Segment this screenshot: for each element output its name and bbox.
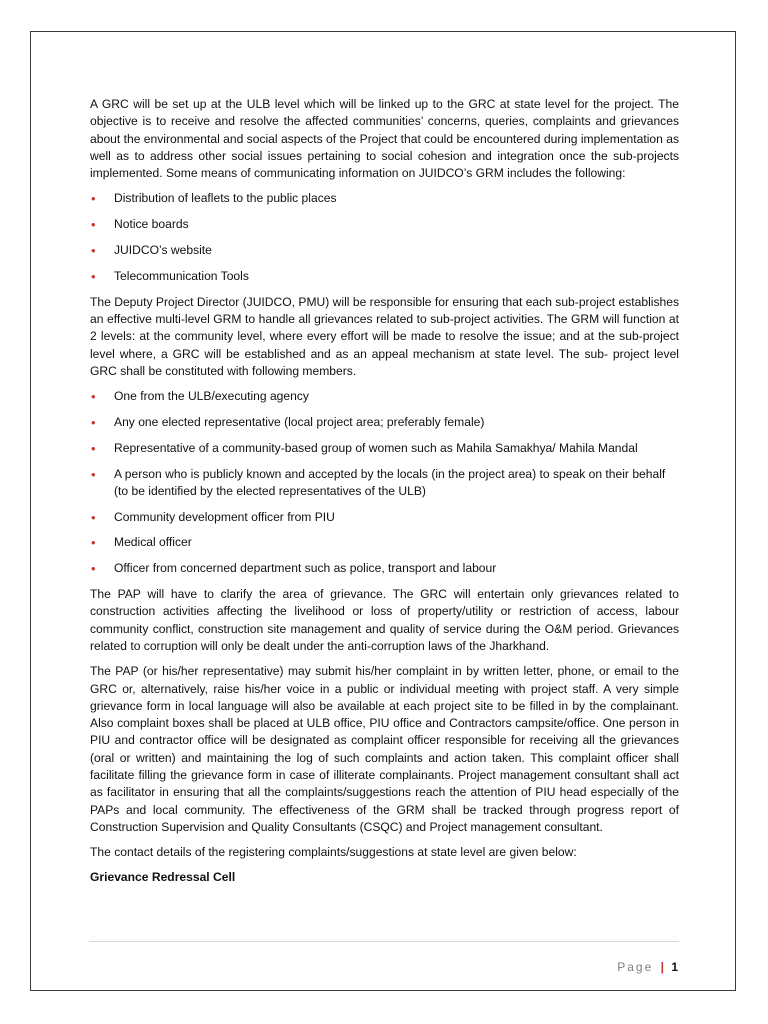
grc-members-list: [90, 388, 679, 577]
bullet-icon: •: [91, 561, 96, 577]
footer-divider: [89, 941, 679, 942]
list-item: • Medical officer: [91, 535, 192, 551]
paragraph-complaint-submission: The PAP (or his/her representative) may submit his/her complaint in by written letter, phone, or email to the GRC or, alternatively, raise his/her voice in a public or individual meeting with project staff. A very simple grievance form in local language will also be available at each project site to be filled in by the complainant. Also complaint boxes shall be placed at ULB office, PIU office and Contractors campsite/office. One person in PIU and contractor office will be designated as complaint officer responsible for receiving all the grievances (oral or written) and maintaining the log of such complaints and action taken. This complaint officer shall facilitate filling the grievance form in case of illiterate complainants. Project management consultant shall act as facilitator in ensuring that all the complaints/suggestions reach the attention of PIU head especially of the PAPs and local community. The effectiveness of the GRM shall be tracked through progress report of Construction Supervision and Quality Consultants (CSQC) and Project management consultant.: [90, 664, 679, 834]
footer-page-label: Page: [617, 960, 654, 974]
list-item: • Distribution of leaflets to the public places: [91, 191, 337, 207]
bullet-icon: •: [91, 243, 96, 259]
page-number: 1: [671, 960, 678, 974]
list-item: • JUIDCO’s website: [91, 243, 212, 259]
paragraph-pap-grievance-area: The PAP will have to clarify the area of grievance. The GRC will entertain only grievances related to construction activities affecting the livelihood or loss of property/utility or restriction of access, labour community conflict, construction site management and quality of service during the O&M period. Grievances related to corruption will only be dealt under the anti-corruption laws of the Jharkhand.: [90, 587, 679, 653]
list-item: • Notice boards: [91, 217, 189, 233]
bullet-icon: •: [91, 440, 96, 456]
page-content: [90, 96, 679, 887]
paragraph-contact-details: The contact details of the registering complaints/suggestions at state level are given below:: [90, 845, 577, 860]
page-footer: [617, 960, 678, 974]
list-item: • Community development officer from PIU: [91, 509, 335, 525]
bullet-icon: •: [91, 535, 96, 551]
bullet-icon: •: [91, 217, 96, 233]
bullet-icon: •: [91, 191, 96, 207]
footer-separator: |: [660, 960, 664, 974]
bullet-icon: •: [91, 466, 96, 482]
list-item: • Officer from concerned department such as police, transport and labour: [91, 561, 497, 577]
list-item: • Representative of a community-based group of women such as Mahila Samakhya/ Mahila Mandal: [91, 440, 638, 456]
document-page: [30, 31, 736, 991]
paragraph-deputy-director: The Deputy Project Director (JUIDCO, PMU) will be responsible for ensuring that each sub-project establishes an effective multi-level GRM to handle all grievances related to sub-project activities. The GRM will function at 2 levels: at the community level, where every effort will be made to resolve the issue; and at the sub-project level where, a GRC will be established and as an appeal mechanism at state level. The sub- project level GRC shall be constituted with following members.: [90, 294, 679, 378]
list-item: • Any one elected representative (local project area; preferably female): [91, 414, 485, 430]
communication-means-list: [90, 190, 679, 285]
bullet-icon: •: [91, 389, 96, 405]
section-heading: Grievance Redressal Cell: [90, 870, 236, 885]
bullet-icon: •: [91, 414, 96, 430]
list-item: • Telecommunication Tools: [91, 268, 249, 284]
bullet-icon: •: [91, 509, 96, 525]
bullet-icon: •: [91, 268, 96, 284]
list-item: • One from the ULB/executing agency: [91, 389, 309, 405]
list-item: • A person who is publicly known and accepted by the locals (in the project area) to speak on their behalf (to be identified by the elected representatives of the ULB): [91, 466, 666, 498]
paragraph-grc-intro: A GRC will be set up at the ULB level which will be linked up to the GRC at state level for the project. The objective is to receive and resolve the affected communities’ concerns, queries, complaints and grievances about the environmental and social aspects of the Project that could be encountered during implementation as well as to address other social issues pertaining to social cohesion and integration once the sub-projects implemented. Some means of communicating information on JUIDCO’s GRM includes the following:: [90, 97, 679, 181]
